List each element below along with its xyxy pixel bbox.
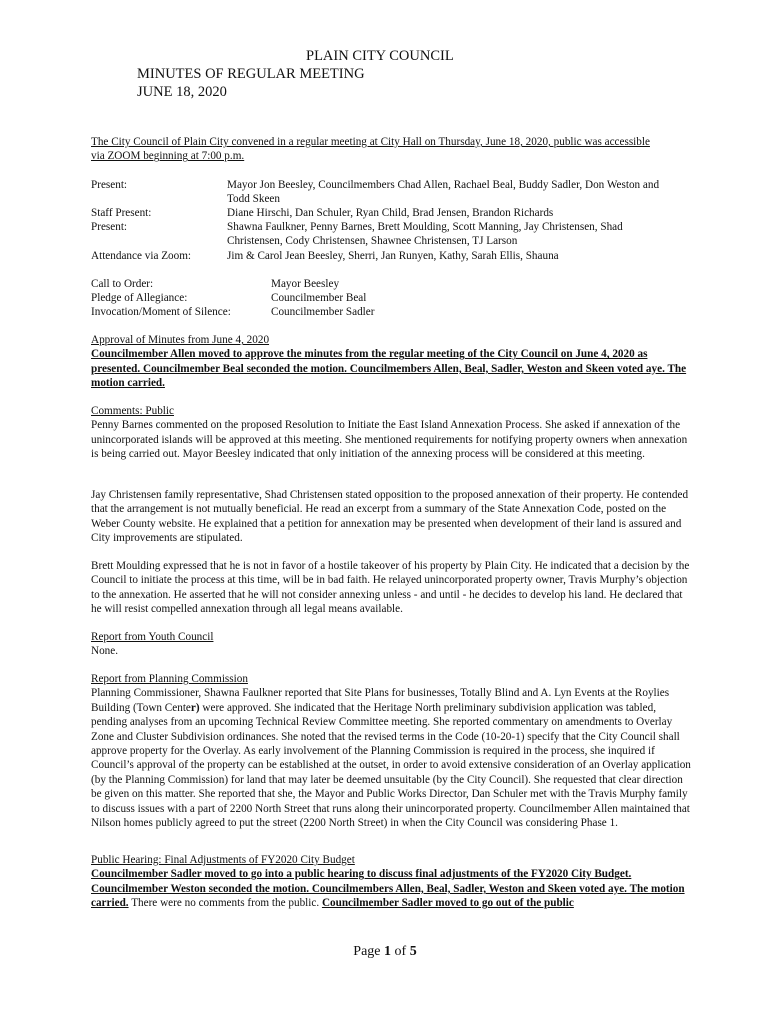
planning-report-bold: r) [190,701,200,714]
call-to-order-value: Mayor Beesley [271,278,340,290]
comments-section [91,404,691,462]
budget-motions [91,867,691,910]
attendance-label-staff: Staff Present: [91,207,152,219]
budget-public-comment: There were no comments from the public. [128,897,322,910]
meeting-date: JUNE 18, 2020 [137,84,227,100]
minutes-section [91,333,691,391]
attendance-value-public: Shawna Faulkner, Penny Barnes, Brett Moulding, Scott Manning, Jay Christensen, Shad Christensen, Cody Christensen, Shawnee Christensen, TJ Larson [227,221,623,248]
invocation-value: Councilmember Sadler [271,306,375,318]
minutes-heading: Approval of Minutes from June 4, 2020 [91,334,270,346]
pledge-value: Councilmember Beal [271,292,367,304]
page-number [0,944,770,960]
planning-report-text: were approved. She indicated that the Heritage North preliminary subdivision application was tabled, pending analyses from an upcoming Technical Review Committee meeting. She reported commentary on amendments to Overlay Zone and Cluster Subdivision ordinances. She noted that the revised terms in the Code (10-20-1) specify that the City Council shall approve property for the Overlay. As early involvement of the Planning Commission is required in the process, she inquired if Council’s approval of the property can be established at the outset, in order to avoid extensive consideration of an Overlay application (by the Planning Commission) for land that may later be deemed unsuitable (by the City Council). She requested that clear direction be given on this matter. She reported that she, the Mayor and Public Works Director, Dan Schuler met with the Travis Murphy family to discuss issues with a part of 2200 North Street that runs along their unincorporated property. Councilmember Allen maintained that Nilson homes publicly agreed to put the street (2200 North Street) in when the City Council was considering Phase 1. [91,701,691,830]
planning-section [91,672,691,830]
youth-council-heading: Report from Youth Council [91,631,214,643]
minutes-motion: Councilmember Allen moved to approve the minutes from the regular meeting of the City Council on June 4, 2020 as presented. Councilmember Beal seconded the motion. Councilmembers Allen, Beal, Sadler, Weston and Skeen voted aye. The motion carried. [91,348,687,390]
planning-report-text: Planning Commissioner, Shawna Faulkner reported that Site Plans for businesses, Totally Blind and A. Lyn Events at the Roylies Building (Town Cente [91,687,670,714]
budget-section [91,853,691,911]
pledge-label: Pledge of Allegiance: [91,292,188,304]
planning-heading: Report from Planning Commission [91,673,248,685]
comments-heading: Comments: Public [91,405,174,417]
attendance-value-present: Mayor Jon Beesley, Councilmembers Chad Allen, Rachael Beal, Buddy Sadler, Don Weston and Todd Skeen [227,179,660,206]
youth-council-section [91,630,691,659]
attendance-value-zoom: Jim & Carol Jean Beesley, Sherri, Jan Runyen, Kathy, Sarah Ellis, Shauna [227,250,559,262]
youth-council-report: None. [91,645,119,658]
attendance-value-staff: Diane Hirschi, Dan Schuler, Ryan Child, Brad Jensen, Brandon Richards [227,207,554,219]
comment-paragraph: Brett Moulding expressed that he is not in favor of a hostile takeover of his property by Plain City. He indicated that a decision by the Council to initiate the process at this time, will be in bad faith. He relayed unincorporated property owner, Travis Murphy’s objection to the annexation. He asserted that he will not consider annexing unless - and until - he decides to develop his land. He declared that he will resist compelled annexation through all legal means available. [91,560,690,616]
attendance-label-public: Present: [91,221,128,233]
page-total: 5 [409,944,417,959]
comment-paragraph: Jay Christensen family representative, Shad Christensen stated opposition to the proposed annexation of their property. He contended that the arrangement is not mutually beneficial. He read an excerpt from a summary of the State Annexation Code, posted on the Weber County website. He explained that a petition for annexation may be presented when development of their land is assured and City improvements are stipulated. [91,489,689,545]
attendance-label-present: Present: [91,179,128,191]
planning-report [91,686,691,830]
call-to-order-label: Call to Order: [91,278,154,290]
budget-heading: Public Hearing: Final Adjustments of FY2020 City Budget [91,854,355,866]
budget-motion-open: Councilmember Sadler moved to go into a public hearing to discuss final adjustments of the FY2020 City Budget. Councilmember Weston seconded the motion. Councilmembers Allen, Beal, Sadler, Weston and Skeen voted aye. The motion carried. [91,868,685,910]
page-of-word: of [391,944,410,959]
attendance-label-zoom: Attendance via Zoom: [91,250,192,262]
document-title: MINUTES OF REGULAR MEETING [137,66,365,82]
page-current: 1 [384,944,392,959]
invocation-label: Invocation/Moment of Silence: [91,306,231,318]
comment-paragraph: Penny Barnes commented on the proposed Resolution to Initiate the East Island Annexation Process. She asked if annexation of the unincorporated islands will be approved at this meeting. She mentioned requirements for notifying property owners when annexation is being carried out. Mayor Beesley indicated that only initiation of the annexing process will be considered at this meeting. [91,419,688,461]
page-word: Page [353,944,385,959]
budget-motion-close: Councilmember Sadler moved to go out of the public [321,897,574,910]
intro-paragraph: The City Council of Plain City convened in a regular meeting at City Hall on Thursday, June 18, 2020, public was accessible via ZOOM beginning at 7:00 p.m. [91,136,650,163]
council-name: PLAIN CITY COUNCIL [306,48,454,64]
